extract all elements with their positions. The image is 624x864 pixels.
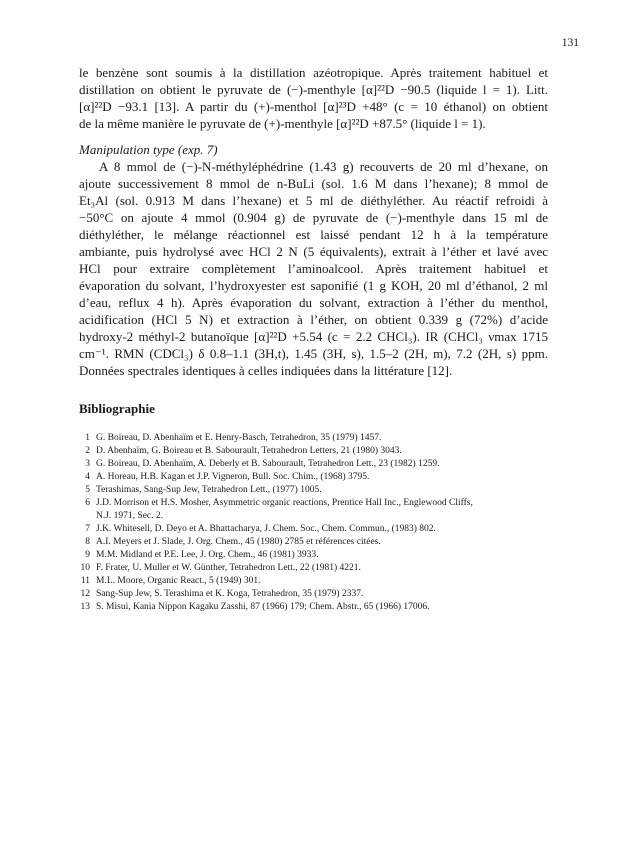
reference-text: A. Horeau, H.B. Kagan et J.P. Vigneron, Bull. Soc. Chim., (1968) 3795. bbox=[96, 472, 370, 482]
reference-text: S. Misui, Kania Nippon Kagaku Zasshi, 87 (1966) 179; Chem. Abstr., 65 (1966) 17006. bbox=[96, 602, 430, 612]
paragraph-2-line-6: ambiante, puis hydrolysé avec HCl 2 N (5 équivalents), extrait à l’éther et lavé avec bbox=[79, 244, 548, 259]
paragraph-2-line-7: HCl pour extraire complètement l’aminoalcool. Après traitement habituel et bbox=[79, 261, 548, 276]
reference-number: 12 bbox=[80, 589, 90, 599]
paragraph-2-line-11: hydroxy-2 méthyl-2 butanoïque [α]²²D +5.54 (c = 2.2 CHCl₃). IR (CHCl₃ νmax 1715 bbox=[79, 329, 548, 344]
paragraph-1-line-4: de la même manière le pyruvate de (+)-menthyle [α]²²D +87.5° (liquide l = 1). bbox=[79, 116, 486, 131]
reference-text: G. Boireau, D. Abenhaïm, A. Deberly et B. Sabourault, Tetrahedron Lett., 23 (1982) 1259. bbox=[96, 459, 440, 469]
reference-item bbox=[79, 458, 559, 471]
paragraph-2-line-2: ajoute successivement 8 mmol de n-BuLi (sol. 1.6 M dans l’hexane); 8 mmol de bbox=[79, 176, 548, 191]
reference-item bbox=[79, 432, 559, 445]
reference-number: 8 bbox=[85, 537, 90, 547]
reference-item bbox=[79, 484, 559, 497]
reference-text: F. Frater, U. Muller et W. Günther, Tetrahedron Lett., 22 (1981) 4221. bbox=[96, 563, 361, 573]
reference-text: G. Boireau, D. Abenhaïm et E. Henry-Basch, Tetrahedron, 35 (1979) 1457. bbox=[96, 433, 382, 443]
reference-item bbox=[79, 445, 559, 458]
paragraph-2-line-5: diéthyléther, le mélange réactionnel est laissé pendant 12 h à la température bbox=[79, 227, 548, 242]
section-heading: Manipulation type (exp. 7) bbox=[79, 142, 218, 157]
page-number: 131 bbox=[561, 37, 579, 49]
reference-number: 2 bbox=[85, 446, 90, 456]
reference-text: J.D. Morrison et H.S. Mosher, Asymmetric organic reactions, Prentice Hall Inc., Englewood Cliffs, bbox=[96, 498, 473, 508]
paragraph-2-line-1: A 8 mmol de (−)-N-méthyléphédrine (1.43 g) recouverts de 20 ml d’hexane, on bbox=[99, 159, 548, 174]
paragraph-1-line-1: le benzène sont soumis à la distillation azéotropique. Après traitement habituel et bbox=[79, 65, 548, 80]
paragraph-1-line-3: [α]²²D −93.1 [13]. A partir du (+)-menthol [α]²³D +48° (c = 10 éthanol) on obtient bbox=[79, 99, 548, 114]
bibliography-heading: Bibliographie bbox=[79, 401, 155, 416]
reference-number: 3 bbox=[85, 459, 90, 469]
paragraph-2-line-8: évaporation du solvant, l’hydroxyester est saponifié (1 g KOH, 20 ml d’éthanol, 2 ml bbox=[79, 278, 548, 293]
paragraph-2-line-9: d’eau, reflux 4 h). Après évaporation du solvant, extraction à l’éther du menthol, bbox=[79, 295, 548, 310]
reference-item bbox=[79, 549, 559, 562]
reference-item bbox=[79, 523, 559, 536]
reference-number: 10 bbox=[80, 563, 90, 573]
reference-text: Terashimas, Sang-Sup Jew, Tetrahedron Lett., (1977) 1005. bbox=[96, 485, 322, 495]
reference-continuation: N.J. 1971, Sec. 2. bbox=[96, 511, 164, 521]
reference-text: M.M. Midland et P.E. Lee, J. Org. Chem., 46 (1981) 3933. bbox=[96, 550, 319, 560]
reference-item bbox=[79, 575, 559, 588]
reference-text: A.I. Meyers et J. Slade, J. Org. Chem., 45 (1980) 2785 et références citées. bbox=[96, 537, 381, 547]
reference-number: 11 bbox=[80, 576, 90, 586]
reference-item bbox=[79, 471, 559, 484]
reference-text: M.L. Moore, Organic React., 5 (1949) 301. bbox=[96, 576, 261, 586]
paragraph-2-line-10: acidification (HCl 5 N) et extraction à l’éther, on obtient 0.339 g (72%) d’acide bbox=[79, 312, 548, 327]
reference-text: Sang-Sup Jew, S. Terashima et K. Koga, Tetrahedron, 35 (1979) 2337. bbox=[96, 589, 364, 599]
paragraph-2-line-4: −50°C on ajoute 4 mmol (0.904 g) de pyruvate de (−)-menthyle dans 15 ml de bbox=[79, 210, 548, 225]
reference-item bbox=[79, 497, 559, 510]
reference-number: 5 bbox=[85, 485, 90, 495]
reference-number: 6 bbox=[85, 498, 90, 508]
reference-number: 4 bbox=[85, 472, 90, 482]
reference-item bbox=[79, 562, 559, 575]
reference-item bbox=[79, 536, 559, 549]
paragraph-2-line-13: Données spectrales identiques à celles indiquées dans la littérature [12]. bbox=[79, 363, 453, 378]
reference-text: D. Abenhaïm, G. Boireau et B. Sabourault, Tetrahedron Letters, 21 (1980) 3043. bbox=[96, 446, 402, 456]
reference-number: 9 bbox=[85, 550, 90, 560]
reference-item bbox=[79, 588, 559, 601]
reference-text: J.K. Whitesell, D. Deyo et A. Bhattacharya, J. Chem. Soc., Chem. Commun., (1983) 802. bbox=[96, 524, 436, 534]
reference-number: 13 bbox=[80, 602, 90, 612]
reference-item bbox=[79, 601, 559, 614]
paragraph-2-line-3: Et₃Al (sol. 0.913 M dans l’hexane) et 5 ml de diéthyléther. Au réactif refroidi à bbox=[79, 193, 548, 208]
paragraph-2-line-12: cm⁻¹. RMN (CDCl₃) δ 0.8–1.1 (3H,t), 1.45 (3H, s), 1.5–2 (2H, m), 7.2 (2H, s) ppm. bbox=[79, 346, 548, 361]
paragraph-1-line-2: distillation on obtient le pyruvate de (−)-menthyle [α]²²D −90.5 (liquide l = 1). Litt. bbox=[79, 82, 548, 97]
reference-number: 1 bbox=[85, 433, 90, 443]
reference-number: 7 bbox=[85, 524, 90, 534]
